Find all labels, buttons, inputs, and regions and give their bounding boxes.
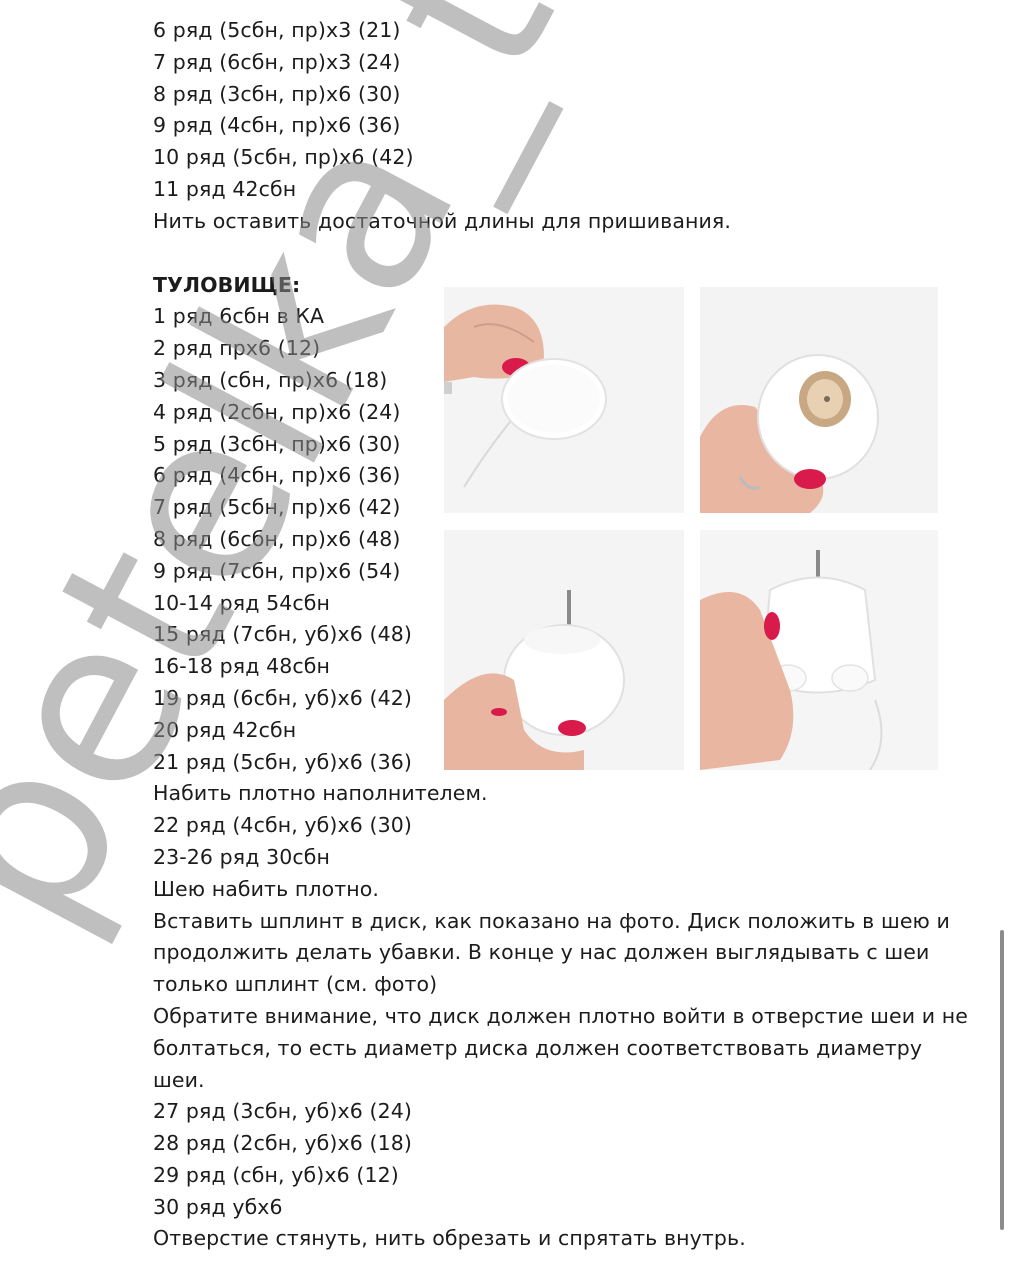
photo-neck-pin xyxy=(444,530,684,770)
pattern-row: 3 ряд (сбн, пр)х6 (18) xyxy=(153,367,388,392)
pattern-row: 20 ряд 42сбн xyxy=(153,717,297,742)
pattern-row: 7 ряд (6сбн, пр)х3 (24) xyxy=(153,49,401,74)
pattern-row: 19 ряд (6сбн, уб)х6 (42) xyxy=(153,685,412,710)
pattern-row: 10 ряд (5сбн, пр)х6 (42) xyxy=(153,145,414,170)
pattern-row: 11 ряд 42сбн xyxy=(153,176,297,201)
photo-disc-inserted xyxy=(700,287,938,513)
pattern-row: 15 ряд (7сбн, уб)х6 (48) xyxy=(153,622,412,647)
instruction-line: только шплинт (см. фото) xyxy=(153,972,438,997)
pattern-row: 10-14 ряд 54сбн xyxy=(153,590,331,615)
photo-body-start xyxy=(444,287,684,513)
pattern-row: 21 ряд (5сбн, уб)х6 (36) xyxy=(153,749,412,774)
pattern-row: 2 ряд прх6 (12) xyxy=(153,336,321,361)
photo-finished-body xyxy=(700,530,938,770)
instruction-line: Отверстие стянуть, нить обрезать и спрятать внутрь. xyxy=(153,1226,746,1251)
pattern-row: 9 ряд (7сбн, пр)х6 (54) xyxy=(153,558,401,583)
pattern-row: 30 ряд убх6 xyxy=(153,1194,283,1219)
pattern-row: 22 ряд (4сбн, уб)х6 (30) xyxy=(153,813,412,838)
instruction-line: Обратите внимание, что диск должен плотно войти в отверстие шеи и не xyxy=(153,1003,968,1028)
pattern-row: 6 ряд (5сбн, пр)х3 (21) xyxy=(153,18,401,42)
instruction-line: продолжить делать убавки. В конце у нас должен выглядывать с шеи xyxy=(153,940,930,965)
pattern-row: 8 ряд (3сбн, пр)х6 (30) xyxy=(153,81,401,106)
instruction-line: Набить плотно наполнителем. xyxy=(153,781,488,806)
pattern-row: 29 ряд (сбн, уб)х6 (12) xyxy=(153,1162,399,1187)
pattern-row: 5 ряд (3сбн, пр)х6 (30) xyxy=(153,431,401,456)
pattern-row: 7 ряд (5сбн, пр)х6 (42) xyxy=(153,495,401,520)
instruction-line: Вставить шплинт в диск, как показано на фото. Диск положить в шею и xyxy=(153,908,950,933)
pattern-row: 6 ряд (4сбн, пр)х6 (36) xyxy=(153,463,401,488)
paragraph-gap xyxy=(153,238,953,270)
instruction-line: болтаться, то есть диаметр диска должен соответствовать диаметру xyxy=(153,1035,923,1060)
pattern-row: 16-18 ряд 48сбн xyxy=(153,654,331,679)
pattern-row: 4 ряд (2сбн, пр)х6 (24) xyxy=(153,399,401,424)
vertical-scrollbar[interactable] xyxy=(1000,930,1004,1230)
instruction-line: Шею набить плотно. xyxy=(153,876,380,901)
section-heading: ТУЛОВИЩЕ: xyxy=(153,272,301,297)
pattern-row: 27 ряд (3сбн, уб)х6 (24) xyxy=(153,1099,412,1124)
pattern-row: 1 ряд 6сбн в КА xyxy=(153,304,325,329)
pattern-row: 8 ряд (6сбн, пр)х6 (48) xyxy=(153,526,401,551)
pattern-row: 23-26 ряд 30сбн xyxy=(153,844,331,869)
instruction-line: Нить оставить достаточной длины для пришивания. xyxy=(153,208,731,233)
pattern-row: 9 ряд (4сбн, пр)х6 (36) xyxy=(153,113,401,138)
pattern-row: 28 ряд (2сбн, уб)х6 (18) xyxy=(153,1131,412,1156)
instruction-line: шеи. xyxy=(153,1067,205,1092)
